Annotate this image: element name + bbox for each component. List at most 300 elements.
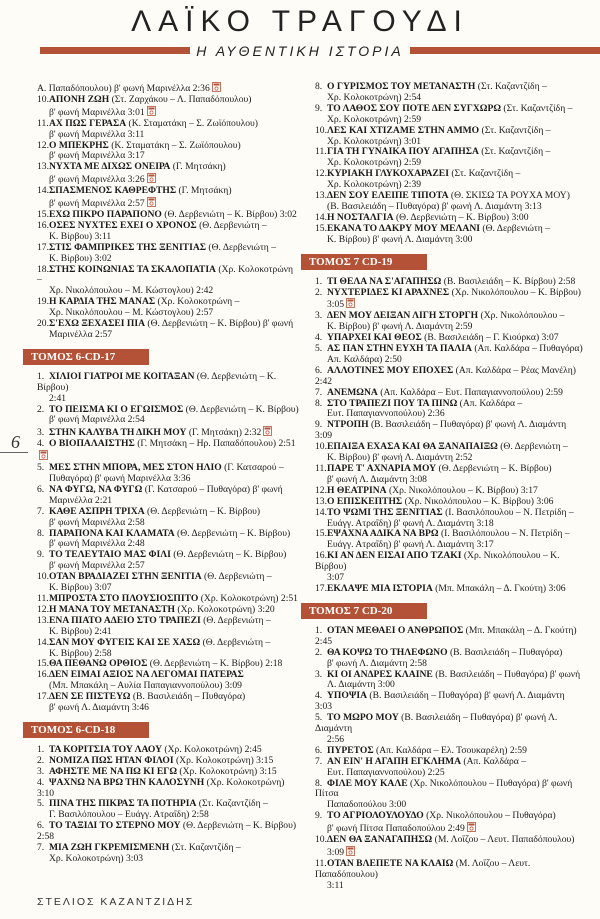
track-number: 3. [37,765,45,777]
track-number: 1. [37,743,45,755]
track-credits: Μαρινέλλα 2:57 [49,328,113,340]
track-title: ΛΕΣ ΚΑΙ ΧΤΙΖΑΜΕ ΣΤΗΝ ΑΜΜΟ [327,124,480,136]
track-credits: (Χρ. Κολοκοτρώνη) 2:45 [162,743,262,755]
section-header-cd20: ΤΟΜΟΣ 7 CD-20 [301,603,427,619]
track-title: ΔΕΝ ΣΟΥ ΕΛΕΙΠΕ ΤΙΠΟΤΑ [327,190,449,202]
track-credits: Μαρινέλλα 2:21 [49,494,113,506]
track-number: 15. [37,658,49,670]
track-number: 1. [315,275,323,287]
track-number: 4. [315,690,323,702]
track-credits: (Στ. Καζαντζίδη – [448,168,521,180]
track-credits: (Χρ. Νικολόπουλου – Πυθαγόρα) [423,810,556,822]
track-credits: (Μ. Λοΐζου – Λευτ. Παπαδόπουλου) [432,834,575,846]
track-number: 7. [37,842,45,854]
cd-icon [263,426,272,436]
track-title: ΝΤΡΟΠΗ [327,419,369,431]
track-credits: β' φωνή Μαρινέλλα 3:26 [49,174,145,186]
track-title: Η ΘΕΑΤΡΙΝΑ [327,484,387,496]
track-number: 2. [315,286,323,298]
track-credits: β' φωνή Μαρινέλλα 3:01 [49,106,145,118]
right-column [309,81,583,892]
track-entry [37,778,299,800]
track-credits: (Μ. Λοΐζου – Λευτ. Παπαδόπουλου) [315,857,531,880]
track-number: 10. [315,834,327,846]
subtitle-text: Η ΑΥΘΕΝΤΙΚΗ ΙΣΤΟΡΙΑ [190,43,410,59]
track-credits: (Χρ. Κολοκοτρώνη – [37,263,293,286]
track-title: Η ΜΑΝΑ ΤΟΥ ΜΕΤΑΝΑΣΤΗ [49,603,176,615]
section-header-cd17: ΤΟΜΟΣ 6-CD-17 [23,349,149,365]
track-credits: (Κ. Σταματάκη – Σ. Ζωϊόπουλου) [108,139,241,151]
track-entry [315,691,583,713]
track-title: Σ'ΕΧΩ ΞΕΧΑΣΕΙ ΠΙΑ [49,318,146,330]
track-title: ΣΠΑΣΜΕΝΟΣ ΚΑΘΡΕΦΤΗΣ [49,185,177,197]
track-credits: (Χρ. Νικολόπουλου – Κ. Βίρβου) [315,550,560,573]
track-number: 13. [315,495,327,507]
track-credits: 3:11 [327,879,344,891]
track-credits: Κ. Βίρβου) 3:11 [49,230,112,242]
track-credits: (Θ. Δερβενιώτη – [200,614,271,626]
track-title: ΧΙΛΙΟΙ ΓΙΑΤΡΟΙ ΜΕ ΚΟΙΤΑΞΑΝ [49,370,195,382]
track-title: ΝΥΧΤΕΡΙΔΕΣ ΚΙ ΑΡΑΧΝΕΣ [327,286,450,298]
track-credits: (Γ. Κατσαρού – Πυθαγόρα) β' φωνή [142,483,283,495]
track-title: ΕΨΑΧΝΑ ΑΔΙΚΑ ΝΑ ΒΡΩ [327,528,439,540]
track-number: 17. [37,691,49,703]
track-entry [315,779,583,801]
track-credits: (Στ. Καζαντζίδη – [501,102,573,114]
track-number: 5. [37,462,45,474]
track-number: 6. [37,483,45,495]
track-credits: (Απ. Καλδάρα – Ευτ. Παπαγιαννοπούλου) 2:59 [377,386,563,398]
track-credits: (Β. Βασιλειάδη – Πυθαγόρα) [447,646,563,658]
track-list-continued [37,82,299,341]
track-credits: (Γ. Κατσαρού – [221,462,284,474]
track-credits: 3:07 [327,572,345,584]
track-title: ΘΑ ΠΕΘΑΝΩ ΟΡΘΙΟΣ [49,658,148,670]
track-credits: Κ. Βίρβου) 3:07 [49,582,112,594]
track-number: 13. [315,190,327,202]
track-credits: 2:41 [49,392,67,404]
track-number: 12. [315,168,327,180]
track-credits: Παπαδοπούλου 3:00 [327,799,407,811]
track-title: Η ΚΑΡΔΙΑ ΤΗΣ ΜΑΝΑΣ [49,296,156,308]
track-number: 8. [315,397,323,409]
track-credits: β' φωνή Μαρινέλλα 3:11 [49,128,145,140]
track-title: ΣΤΗΝ ΚΑΛΥΒΑ ΤΗ ΔΙΚΗ ΜΟΥ [49,427,187,439]
track-number: 20. [37,318,49,330]
track-title: Ο ΕΠΙΣΚΕΠΤΗΣ [327,495,403,507]
track-credits: (Θ. Δερβενιώτη – [480,222,551,234]
cd-icon [147,173,156,183]
track-entry-continuation [37,703,299,714]
track-title: ΤΟ ΤΕΛΕΥΤΑΙΟ ΜΑΣ ΦΙΛΙ [49,549,171,561]
track-list-cd17 [37,372,299,714]
track-title: ΟΤΑΝ ΜΕΘΑΕΙ Ο ΑΝΘΡΩΠΟΣ [327,624,464,636]
track-title: ΣΤΟ ΤΡΑΠΕΖΙ ΠΟΥ ΤΑ ΠΙΝΩ [327,397,458,409]
track-credits: 3:05 [327,299,345,311]
track-number: 5. [315,712,323,724]
track-title: ΠΙΝΑ ΤΗΣ ΠΙΚΡΑΣ ΤΑ ΠΟΤΗΡΙΑ [49,798,197,810]
track-credits: (Χρ. Νικολόπουλου – Κ. Βίρβου) 3:17 [386,484,538,496]
track-number: 6. [315,364,323,376]
track-credits: (Χρ. Νικολόπουλου – Κ. Βίρβου) [449,286,581,298]
track-title: ΚΑΘΕ ΑΣΠΡΗ ΤΡΙΧΑ [49,505,145,517]
track-number: 5. [315,343,323,355]
track-title: ΚΥΡΙΑΚΗ ΓΛΥΚΟΧΑΡΑΖΕΙ [327,168,449,180]
track-entry [37,265,299,287]
track-number: 11. [37,592,49,604]
track-number: 15. [37,208,49,220]
track-credits: (Β. Βασιλειάδη – Πυθαγόρα) β' φωνή Λ. Διαμάντη 3:09 [315,419,567,442]
track-credits: β' φωνή Λ. Διαμάντη 3:46 [49,702,149,714]
track-credits: (Β. Βασιλειάδη – Πυθαγόρα) [130,691,246,703]
track-number: 16. [315,550,327,562]
track-number: 15. [315,528,327,540]
track-title: ΔΕΝ ΜΟΥ ΔΕΙΞΑΝ ΛΙΓΗ ΣΤΟΡΓΗ [327,310,479,322]
track-entry [37,186,299,197]
track-credits: (Θ. Δερβενιώτη – [201,571,272,583]
left-column [31,82,299,865]
track-number: 9. [315,419,323,431]
track-number: 2. [37,403,45,415]
track-number: 12. [37,603,49,615]
track-credits: (Μπ. Μπακάλη – Δ. Γκούτη) 3:06 [432,582,566,594]
cd-icon [147,197,156,207]
page-title: ΛΑΪΚΟ ΤΡΑΓΟΥΔΙ [131,5,469,38]
track-number: 1. [37,370,45,382]
track-credits: (Χρ. Νικολόπουλου – Κ. Βίρβου) 3:06 [402,495,554,507]
cd-icon [346,846,355,856]
track-credits: (Γ. Μητσάκη) [170,161,226,173]
track-title: ΠΑΡΑΠΟΝΑ ΚΑΙ ΚΛΑΜΑΤΑ [49,527,175,539]
track-credits: (Στ. Καζαντζίδη – [479,124,551,136]
track-credits: (Β. Βασιλειάδη – Πυθαγόρα) β' φωνή Λ. Διαμάντη [315,712,558,735]
track-entry [37,439,299,463]
track-title: ΠΥΡΕΤΟΣ [327,744,374,756]
track-credits: (Απ. Καλδάρα – Ρέας Μανέλη) 2:42 [315,364,576,387]
track-title: ΑΝΕΜΩΝΑ [327,386,378,398]
cd-icon [467,822,476,832]
track-credits: (Β. Βασιλειάδη – Κ. Βίρβου) 2:58 [441,275,576,287]
track-credits: (Γ. Μητσάκη) [176,185,232,197]
track-entry [315,288,583,299]
track-entry [315,420,583,442]
track-credits: Απ. Καλδάρα) 2:50 [327,353,402,365]
track-entry-continuation [315,881,583,892]
track-credits: (Χρ. Κολοκοτρώνη) 3:20 [175,603,275,615]
footer-artist: ΣΤΕΛΙΟΣ ΚΑΖΑΝΤΖΙΔΗΣ [37,896,195,908]
track-number: 14. [315,506,327,518]
track-credits: (Στ. Ζαρχάκου – Λ. Παπαδόπουλου) [109,93,252,105]
track-list-cd18-continued [315,82,583,246]
track-title: ΤΟ ΤΑΞΙΔΙ ΤΟ ΣΤΕΡΝΟ ΜΟΥ [49,820,181,832]
track-credits: Χρ. Κολοκοτρώνη) 2:59 [327,157,422,169]
cd-icon [39,450,48,460]
track-number: 6. [315,744,323,756]
track-title: ΤΟ ΛΑΘΟΣ ΣΟΥ ΠΟΤΕ ΔΕΝ ΣΥΓΧΩΡΩ [327,102,502,114]
track-credits: (Β. Βασιλειάδη – Γ. Κιούρκα) 3:07 [421,332,559,344]
track-credits: (Στ. Καζαντζίδη – [169,842,241,854]
track-title: ΑΧ ΠΩΣ ΓΕΡΑΣΑ [49,117,127,129]
track-credits: Κ. Βίρβου) β' φωνή Λ. Διαμάντη 2:52 [327,452,473,464]
track-title: Ο ΜΠΕΚΡΗΣ [49,139,109,151]
track-credits: (Ι. Βασιλόπουλου – Ν. Πετρίδη – [438,528,570,540]
track-number: 4. [37,776,45,788]
track-credits: Κ. Βίρβου) β' φωνή Λ. Διαμάντη 2:59 [327,321,473,333]
track-title: ΔΕΝ ΘΑ ΞΑΝΑΓΑΠΗΣΩ [327,834,433,846]
track-credits: 3:09 [327,847,345,858]
track-credits: (Μπ. Μπακάλη – Αυλία Παπαγιαννοπούλου) 3:09 [49,680,242,692]
track-credits: (Θ. Δερβενιώτη – Κ. Βίρβου) 2:58 [37,820,297,843]
track-number: 4. [37,438,45,450]
track-title: ΚΙ ΟΙ ΑΝΔΡΕΣ ΚΛΑΙΝΕ [327,668,433,680]
track-title: ΠΑΡΕ Τ' ΑΧΝΑΡΙΑ ΜΟΥ [327,463,437,474]
track-entry-continuation [37,330,299,341]
track-title: ΜΠΡΟΣΤΑ ΣΤΟ ΠΛΟΥΣΙΟΣΠΙΤΟ [49,592,199,604]
track-number: 8. [37,527,45,539]
track-credits: (Θ. Δερβενιώτη – Κ. Βίρβου) [174,527,291,539]
track-credits: Χρ. Κολοκοτρώνη) 2:54 [327,91,422,103]
track-credits: Ευάγγ. Ατραΐδη) β' φωνή Λ. Διαμάντη 3:18 [327,517,494,529]
track-title: ΤΑ ΚΟΡΙΤΣΙΑ ΤΟΥ ΛΑΟΥ [49,743,163,755]
track-entry-continuation [315,235,583,246]
track-number: 10. [37,93,49,105]
track-list-cd18 [37,745,299,865]
track-number: 3. [37,427,45,439]
track-title: ΑΝ ΕΙΝ' Η ΑΓΑΠΗ ΕΓΚΛΗΜΑ [327,755,462,767]
track-number: 14. [37,636,49,648]
track-credits: β' φωνή Μαρινέλλα 2:48 [49,538,145,550]
track-title: ΥΠΑΡΧΕΙ ΚΑΙ ΘΕΟΣ [327,332,422,344]
track-number: 9. [315,810,323,822]
track-credits: (Θ. ΣΚΙΣΩ ΤΑ ΡΟΥΧΑ ΜΟΥ) [448,190,570,202]
track-number: 14. [37,185,49,197]
track-credits: β' φωνή Λ. Διαμάντη 3:08 [327,473,427,485]
track-credits: (Κ. Σταματάκη – Σ. Ζωϊόπουλου) [126,117,258,129]
track-credits: Χρ. Κολοκοτρώνη) 3:03 [49,853,144,864]
track-entry [315,551,583,573]
track-title: ΣΤΙΣ ΦΑΜΠΡΙΚΕΣ ΤΗΣ ΞΕΝΙΤΙΑΣ [49,241,207,253]
track-credits: Ευτ. Παπαγιαννοπούλου) 2:36 [327,408,445,420]
track-title: ΑΦΗΣΤΕ ΜΕ ΝΑ ΠΩ ΚΙ ΕΓΩ [49,765,178,777]
track-title: ΝΟΜΙΖΑ ΠΩΣ ΗΤΑΝ ΦΙΛΟΙ [49,754,174,766]
track-number: 18. [37,263,49,275]
track-title: ΕΚΑΝΑ ΤΟ ΔΑΚΡΥ ΜΟΥ ΜΕΛΑΝΙ [327,222,481,234]
track-title: ΝΑ ΦΥΓΩ, ΝΑ ΦΥΓΩ [49,483,143,495]
track-credits: Χρ. Νικολόπουλου – Μ. Κώστογλου) 2:57 [49,307,214,319]
track-credits: Λ. Διαμάντη 3:00 [327,679,395,691]
track-credits: β' φωνή Μαρινέλλα 2:57 [49,198,145,210]
track-number: 19. [37,296,49,308]
track-credits: Γ. Βασιλόπουλου – Ευάγγ. Ατραΐδη) 2:58 [49,809,209,821]
track-number: 9. [37,549,45,561]
track-number: 16. [37,669,49,681]
track-number: 14. [315,211,327,223]
section-header-cd19: ΤΟΜΟΣ 7 CD-19 [301,254,427,270]
track-number: 7. [37,505,45,517]
track-credits: Χρ. Κολοκοτρώνη) 2:59 [327,113,422,125]
track-title: ΣΑΝ ΜΟΥ ΦΥΓΕΙΣ ΚΑΙ ΣΕ ΧΑΣΩ [49,636,201,648]
track-number: 5. [37,798,45,810]
track-number: 17. [315,582,327,594]
page-number-line [0,452,28,453]
track-credits: (Χρ. Κολοκοτρώνη) 2:51 [198,592,298,604]
track-title: ΤΟ ΜΩΡΟ ΜΟΥ [327,712,399,724]
track-credits: (Θ. Δερβενιώτη – [497,441,568,453]
track-number: 17. [37,241,49,253]
section-header-cd18: ΤΟΜΟΣ 6-CD-18 [23,722,149,738]
track-credits: β' φωνή Πίτσα Παπαδοπούλου 2:49 [327,823,465,835]
track-credits: (Στ. Καζαντζίδη – [475,81,547,92]
track-credits: (Στ. Καζαντζίδη – [196,798,268,810]
track-entry [315,713,583,735]
track-credits: (Β. Βασιλειάδη – Πυθαγόρα) β' φωνή [432,668,581,680]
track-credits: (Ι. Βασιλόπουλου – Ν. Πετρίδη – [442,506,574,518]
cd-icon [147,106,156,116]
cd-icon [346,298,355,308]
track-entry-continuation [37,854,299,865]
track-credits: (Γ. Μητσάκη – Ηρ. Παπαδόπουλου) 2:51 [134,438,296,450]
track-credits: (Θ. Δερβενιώτη – Κ. Βίρβου) 3:00 [393,211,529,223]
page-number: 6 [11,432,20,452]
track-credits: (Θ. Δερβενιώτη – [196,219,267,231]
track-number: 10. [315,441,327,453]
track-credits: (Χρ. Κολοκοτρώνη) 3:15 [177,765,277,777]
track-credits: Α. Παπαδόπουλου) β' φωνή Μαρινέλλα 2:36 [37,83,210,94]
track-credits: (Απ. Καλδάρα – [461,755,526,767]
track-title: Ο ΒΙΟΠΑΛΑΙΣΤΗΣ [49,438,135,450]
track-number: 11. [315,463,327,474]
track-title: ΔΕΝ ΣΕ ΠΙΣΤΕΥΩ [49,691,131,703]
track-credits: (Θ. Δερβενιώτη – [200,636,271,648]
track-title: ΤΟ ΨΩΜΙ ΤΗΣ ΞΕΝΙΤΙΑΣ [327,506,443,518]
track-credits: (Β. Βασιλειάδη – Πυθαγόρα) β' φωνή Λ. Διαμάντη 3:13 [327,200,542,212]
track-credits: (Απ. Καλδάρα – [457,397,523,409]
track-title: ΥΠΟΨΙΑ [327,690,367,702]
track-credits: β' φωνή Μαρινέλλα 2:57 [49,560,145,572]
track-credits: (Χρ. Κολοκοτρώνη – [155,296,240,308]
track-title: ΑΣ ΠΑΝ ΣΤΗΝ ΕΥΧΗ ΤΑ ΠΑΛΙΑ [327,343,472,355]
track-number: 10. [315,124,327,136]
track-credits: β' φωνή Μαρινέλλα 2:54 [49,414,145,426]
track-credits: Χρ. Κολοκοτρώνη) 3:01 [327,135,422,147]
track-number: 15. [315,222,327,234]
track-number: 11. [315,146,327,158]
track-entry [37,162,299,173]
track-credits: 2:56 [327,733,345,745]
track-title: ΤΙ ΘΕΛΑ ΝΑ Σ'ΑΓΑΠΗΣΩ [327,275,442,287]
track-number: 2. [315,646,323,658]
track-entry [37,372,299,394]
track-number: 16. [37,219,49,231]
track-number: 8. [315,777,323,789]
track-title: Ο ΓΥΡΙΣΜΟΣ ΤΟΥ ΜΕΤΑΝΑΣΤΗ [327,81,476,92]
track-entry [37,821,299,843]
track-credits: (Θ. Δερβενιώτη – Κ. Βίρβου) 2:18 [147,658,283,670]
track-credits: (Θ. Δερβενιώτη – Κ. Βίρβου) [183,403,299,415]
track-title: ΟΤΑΝ ΒΛΕΠΕΤΕ ΝΑ ΚΛΑΙΩ [327,857,454,869]
track-credits: (Θ. Δερβενιώτη – Κ. Βίρβου) [37,370,277,393]
track-title: ΣΤΗΣ ΚΟΙΝΩΝΙΑΣ ΤΑ ΣΚΑΛΟΠΑΤΙΑ [49,263,216,275]
track-title: ΤΟ ΑΓΡΙΟΛΟΥΛΟΥΔΟ [327,810,424,822]
track-title: ΑΛΛΟΤΙΝΕΣ ΜΟΥ ΕΠΟΧΕΣ [327,364,454,376]
track-number: 12. [37,139,49,151]
track-number: 8. [315,81,323,92]
track-credits: (Β. Βασιλειάδη – Πυθαγόρα) β' φωνή Λ. Διαμάντη 3:03 [315,690,565,713]
track-title: ΕΧΩ ΠΙΚΡΟ ΠΑΡΑΠΟΝΟ [49,208,162,220]
track-entry [315,859,583,881]
track-credits: (Απ. Καλδάρα – Ελ. Τσουκαρέλη) 2:59 [373,744,527,756]
track-title: ΕΚΛΑΨΕ ΜΙΑ ΙΣΤΟΡΙΑ [327,582,433,594]
track-number: 3. [315,310,323,322]
track-credits: (Θ. Δερβενιώτη – [206,241,277,253]
track-title: ΨΑΧΝΩ ΝΑ ΒΡΩ ΤΗΝ ΚΑΛΟΣΥΝΗ [49,776,205,788]
track-list-cd20 [315,626,583,892]
track-title: ΤΟ ΠΕΙΣΜΑ ΚΙ Ο ΕΓΩΙΣΜΟΣ [49,403,184,415]
track-credits: Πυθαγόρα) β' φωνή Μαρινέλλα 3:36 [49,473,191,484]
track-title: ΜΕΣ ΣΤΗΝ ΜΠΟΡΑ, ΜΕΣ ΣΤΟΝ ΗΛΙΟ [49,462,222,474]
track-number: 7. [315,386,323,398]
page-subtitle [0,43,600,59]
track-credits: (Θ. Δερβενιώτη – Κ. Βίρβου) β' φωνή [145,318,294,330]
track-entry-continuation [37,415,299,426]
track-credits: (Γ. Μητσάκη) 2:32 [186,427,262,439]
track-credits: Κ. Βίρβου) 3:02 [49,252,112,264]
track-credits: (Χρ. Νικολόπουλου – [478,310,565,322]
track-credits: Κ. Βίρβου) β' φωνή Λ. Διαμάντη 3:00 [327,233,473,245]
cd-icon [212,82,221,92]
track-title: ΔΕΝ ΕΙΜΑΙ ΑΞΙΟΣ ΝΑ ΛΕΓΟΜΑΙ ΠΑΤΕΡΑΣ [49,669,244,681]
track-number: 9. [315,102,323,114]
track-title: ΦΙΛΕ ΜΟΥ ΚΑΛΕ [327,777,408,789]
track-title: ΟΤΑΝ ΒΡΑΔΙΑΖΕΙ ΣΤΗΝ ΞΕΝΙΤΙΑ [49,571,202,583]
track-entry [315,584,583,595]
track-entry [37,95,299,106]
track-entry [315,366,583,388]
track-title: ΟΣΕΣ ΝΥΧΤΕΣ ΕΧΕΙ Ο ΧΡΟΝΟΣ [49,219,197,231]
track-credits: Χρ. Νικολόπουλου – Μ. Κώστογλου) 2:42 [49,285,214,297]
track-title: ΚΙ ΑΝ ΔΕΝ ΕΙΣΑΙ ΑΠΟ ΤΖΑΚΙ [327,550,462,562]
track-credits: β' φωνή Μαρινέλλα 3:17 [49,150,145,162]
track-number: 13. [37,161,49,173]
track-title: ΑΠΟΝΗ ΖΩΗ [49,93,110,105]
track-credits: β' φωνή Μαρινέλλα 2:58 [49,516,145,528]
track-credits: (Θ. Δερβενιώτη – Κ. Βίρβου) [170,549,287,561]
track-entry [315,835,583,846]
track-credits: Χρ. Κολοκοτρώνη) 2:39 [327,179,422,191]
track-title: Η ΝΟΣΤΑΛΓΙΑ [327,211,394,223]
track-number: 1. [315,624,323,636]
track-number: 11. [37,117,49,129]
track-number: 12. [315,484,327,496]
track-title: ΜΙΑ ΖΩΗ ΓΚΡΕΜΙΣΜΕΝΗ [49,842,170,854]
track-number: 10. [37,571,49,583]
track-number: 13. [37,614,49,626]
track-number: 6. [37,820,45,832]
track-credits: (Θ. Δερβενιώτη – Κ. Βίρβου) 3:02 [161,208,297,220]
track-credits: Κ. Βίρβου) 2:58 [49,647,112,659]
track-number: 2. [37,754,45,766]
track-title: ΕΠΑΙΞΑ ΕΧΑΣΑ ΚΑΙ ΘΑ ΞΑΝΑΠΑΙΞΩ [327,441,498,453]
track-credits: (Απ. Καλδάρα – Πυθαγόρα) [471,343,583,355]
track-credits: (Θ. Δερβενιώτη – Κ. Βίρβου) [144,505,261,517]
track-credits: (Χρ. Κολοκοτρώνη) 3:15 [173,754,274,766]
track-number: 4. [315,332,323,344]
track-credits: β' φωνή Λ. Διαμάντη 2:58 [327,657,427,669]
track-title: ΓΙΑ ΤΗ ΓΥΝΑΙΚΑ ΠΟΥ ΑΓΑΠΗΣΑ [327,146,479,158]
track-number: 7. [315,755,323,767]
track-number: 11. [315,857,327,869]
track-credits: (Μπ. Μπακάλη – Δ. Γκούτη) 2:45 [315,624,577,647]
